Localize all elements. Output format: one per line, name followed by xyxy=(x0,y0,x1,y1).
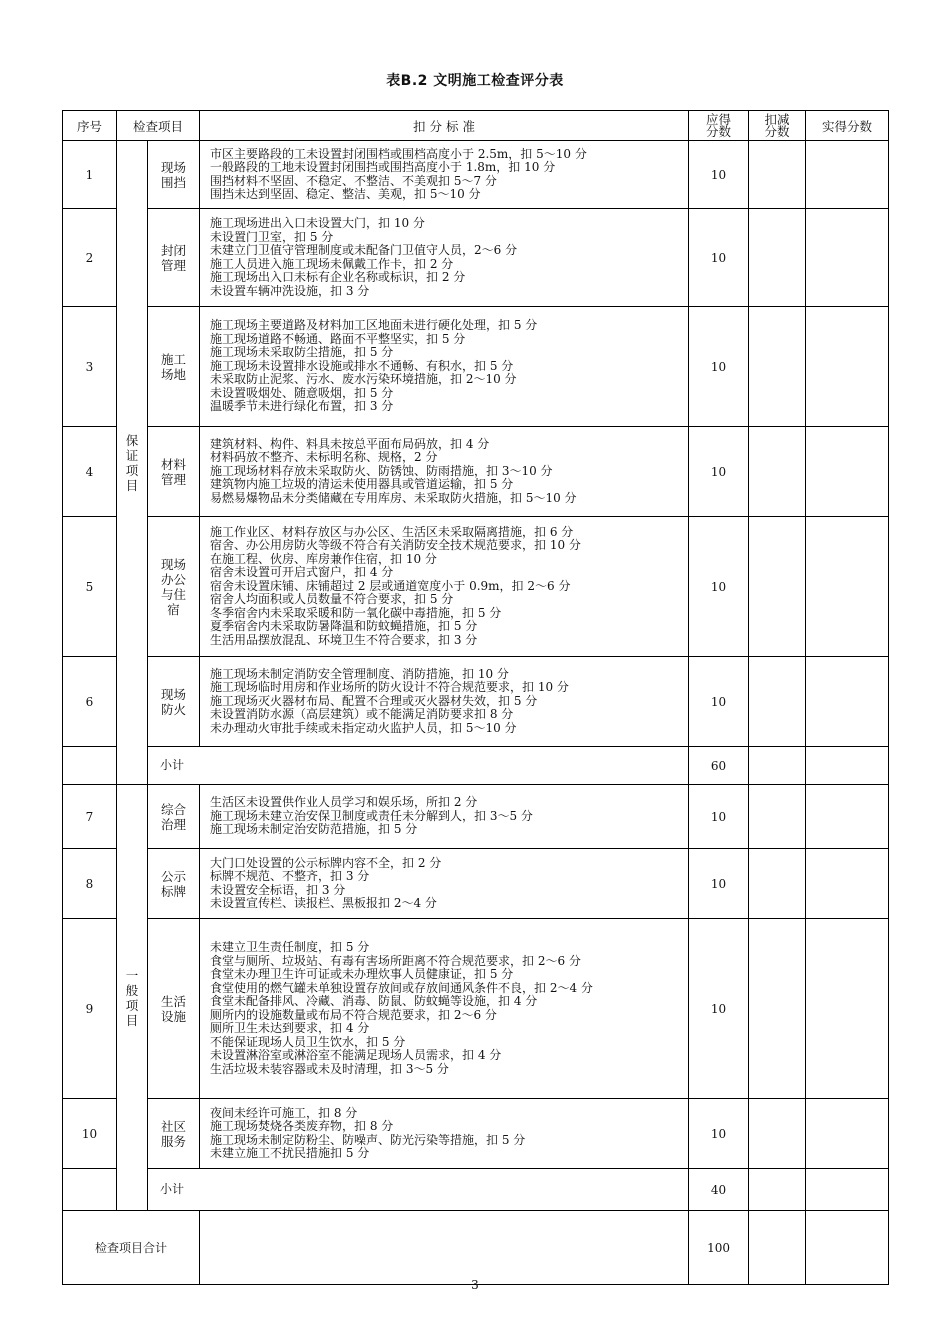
standard-line: 厕所内的设施数量或布局不符合规范要求，扣 2～6 分 xyxy=(210,1007,497,1022)
standard-line: 未设置门卫室，扣 5 分 xyxy=(210,229,334,244)
total-standard-cell xyxy=(200,1211,689,1285)
table-row xyxy=(63,657,889,747)
standard-line: 未设置吸烟处、随意吸烟，扣 5 分 xyxy=(210,385,394,400)
score-table xyxy=(62,110,889,1285)
group-general-char: 一 xyxy=(125,967,139,983)
row-item xyxy=(148,209,200,307)
standard-line: 材料码放不整齐、未标明名称、规格，2 分 xyxy=(210,450,438,465)
row-seq: 2 xyxy=(63,209,117,307)
row-item-line: 治理 xyxy=(161,816,187,832)
row-deduct-cell[interactable] xyxy=(749,141,806,209)
row-item-line: 施工 xyxy=(161,351,187,367)
row-standard xyxy=(200,517,689,657)
row-deduct-cell[interactable] xyxy=(749,209,806,307)
standard-line: 未设置消防水源（高层建筑）或不能满足消防要求扣 8 分 xyxy=(210,707,514,722)
row-should-score: 10 xyxy=(689,919,749,1099)
table-row xyxy=(63,307,889,427)
row-deduct-cell[interactable] xyxy=(749,849,806,919)
row-should-score: 10 xyxy=(689,517,749,657)
standard-line: 未采取防止泥浆、污水、废水污染环境措施，扣 2～10 分 xyxy=(210,372,517,387)
row-item-line: 服务 xyxy=(161,1133,187,1149)
page-title: 表B.2 文明施工检查评分表 xyxy=(386,73,564,89)
standard-line: 未建立卫生责任制度，扣 5 分 xyxy=(210,940,370,954)
subtotal-should-score: 60 xyxy=(689,747,749,785)
standard-line: 施工人员进入施工现场未佩戴工作卡，扣 2 分 xyxy=(210,256,454,271)
group-general-char: 般 xyxy=(125,982,139,998)
row-actual-cell[interactable] xyxy=(806,307,889,427)
standard-line: 未设置宣传栏、读报栏、黑板报扣 2～4 分 xyxy=(210,896,437,910)
subtotal-row-guarantee xyxy=(63,747,889,785)
total-should-score: 100 xyxy=(689,1211,749,1285)
subtotal-should-score: 40 xyxy=(689,1169,749,1211)
standard-line: 生活垃圾未装容器或未及时清理，扣 3～5 分 xyxy=(210,1061,449,1076)
row-should-score: 10 xyxy=(689,849,749,919)
subtotal-row-general xyxy=(63,1169,889,1211)
table-row xyxy=(63,517,889,657)
standard-line: 生活区未设置供作业人员学习和娱乐场，所扣 2 分 xyxy=(210,795,478,810)
row-item-line: 管理 xyxy=(161,257,187,273)
standard-line: 施工现场进出入口未设置大门，扣 10 分 xyxy=(210,216,425,230)
header-deduct-score-line1: 扣减 xyxy=(764,111,790,127)
total-row xyxy=(63,1211,889,1285)
header-deduct-score-line2: 分数 xyxy=(764,123,790,139)
row-item-line: 社区 xyxy=(161,1118,187,1134)
group-guarantee-char: 目 xyxy=(125,477,139,493)
standard-line: 施工现场道路不畅通、路面不平整坚实，扣 5 分 xyxy=(210,331,466,346)
standard-line: 未设置安全标语，扣 3 分 xyxy=(210,882,346,897)
row-should-score: 10 xyxy=(689,657,749,747)
row-item xyxy=(148,1099,200,1169)
header-standard: 扣 分 标 准 xyxy=(200,111,689,141)
standard-line: 食堂与厕所、垃圾站、有毒有害场所距离不符合规范要求，扣 2～6 分 xyxy=(210,953,581,968)
row-item xyxy=(148,657,200,747)
standard-line: 食堂使用的燃气罐未单独设置存放间或存放间通风条件不良，扣 2～4 分 xyxy=(210,980,593,995)
standard-line: 厕所卫生未达到要求，扣 4 分 xyxy=(210,1021,370,1035)
row-actual-cell[interactable] xyxy=(806,141,889,209)
row-item-line: 生活 xyxy=(161,993,187,1009)
group-general xyxy=(117,785,148,1211)
row-item xyxy=(148,785,200,849)
row-seq: 8 xyxy=(63,849,117,919)
standard-line: 围挡未达到坚固、稳定、整洁、美观，扣 5～10 分 xyxy=(210,187,481,201)
subtotal-label: 小计 xyxy=(148,747,689,785)
row-item xyxy=(148,849,200,919)
group-general-char: 目 xyxy=(125,1012,139,1028)
standard-line: 施工现场临时用房和作业场所的防火设计不符合规范要求，扣 10 分 xyxy=(210,680,569,695)
row-deduct-cell[interactable] xyxy=(749,517,806,657)
row-deduct-cell[interactable] xyxy=(749,307,806,427)
row-actual-cell[interactable] xyxy=(806,209,889,307)
standard-line: 施工现场灭火器材布局、配置不合理或灭火器材失效，扣 5 分 xyxy=(210,693,538,708)
row-standard xyxy=(200,657,689,747)
row-standard xyxy=(200,785,689,849)
header-should-score xyxy=(689,111,749,141)
row-standard xyxy=(200,919,689,1099)
row-actual-cell[interactable] xyxy=(806,785,889,849)
row-seq: 3 xyxy=(63,307,117,427)
page-number: 3 xyxy=(471,1278,479,1292)
row-seq: 6 xyxy=(63,657,117,747)
standard-line: 食堂未配备排风、冷藏、消毒、防鼠、防蚊蝇等设施，扣 4 分 xyxy=(210,994,538,1008)
standard-line: 夏季宿舍内未采取防暑降温和防蚊蝇措施，扣 5 分 xyxy=(210,619,478,634)
row-deduct-cell[interactable] xyxy=(749,657,806,747)
row-item-line: 设施 xyxy=(161,1008,187,1024)
group-guarantee-char: 项 xyxy=(125,462,139,478)
row-standard xyxy=(200,307,689,427)
row-should-score: 10 xyxy=(689,307,749,427)
header-should-score-line1: 应得 xyxy=(706,111,732,127)
standard-line: 宿舍、办公用房防火等级不符合有关消防安全技术规范要求，扣 10 分 xyxy=(210,538,581,553)
standard-line: 施工现场未制定防粉尘、防噪声、防光污染等措施，扣 5 分 xyxy=(210,1132,526,1147)
row-item-line: 办公 xyxy=(161,571,187,587)
standard-line: 在施工程、伙房、库房兼作住宿，扣 10 分 xyxy=(210,551,437,566)
standard-line: 未建立施工不扰民措施扣 5 分 xyxy=(210,1146,370,1160)
row-item xyxy=(148,141,200,209)
standard-line: 未设置淋浴室或淋浴室不能满足现场人员需求，扣 4 分 xyxy=(210,1048,502,1062)
group-guarantee-char: 证 xyxy=(125,447,139,463)
row-seq: 7 xyxy=(63,785,117,849)
row-should-score: 10 xyxy=(689,141,749,209)
header-should-score-line2: 分数 xyxy=(706,123,732,139)
row-should-score: 10 xyxy=(689,427,749,517)
row-should-score: 10 xyxy=(689,209,749,307)
table-row xyxy=(63,209,889,307)
subtotal-seq-cell xyxy=(63,1169,117,1211)
row-item xyxy=(148,919,200,1099)
subtotal-seq-cell xyxy=(63,747,117,785)
row-item-line: 综合 xyxy=(161,801,187,817)
standard-line: 未设置车辆冲洗设施，扣 3 分 xyxy=(210,283,370,298)
row-item-line: 标牌 xyxy=(161,883,187,899)
standard-line: 施工现场材料存放未采取防火、防锈蚀、防雨措施，扣 3～10 分 xyxy=(210,463,553,478)
standard-line: 宿舍未设置床铺、床铺超过 2 层或通道宽度小于 0.9m，扣 2～6 分 xyxy=(210,578,571,593)
row-item-line: 封闭 xyxy=(161,242,187,258)
group-general-char: 项 xyxy=(125,997,139,1013)
group-guarantee-char: 保 xyxy=(125,432,139,448)
row-item-line: 与住 xyxy=(161,586,187,602)
row-seq: 9 xyxy=(63,919,117,1099)
subtotal-deduct-cell[interactable] xyxy=(749,747,806,785)
standard-line: 未办理动火审批手续或未指定动火监护人员，扣 5～10 分 xyxy=(210,720,517,735)
row-item-line: 管理 xyxy=(161,471,187,487)
header-actual-score: 实得分数 xyxy=(806,111,889,141)
standard-line: 生活用品摆放混乱、环境卫生不符合要求，扣 3 分 xyxy=(210,632,478,647)
standard-line: 施工现场未制定治安防范措施，扣 5 分 xyxy=(210,822,418,837)
row-item-line: 现场 xyxy=(161,159,187,175)
row-standard xyxy=(200,141,689,209)
row-actual-cell[interactable] xyxy=(806,919,889,1099)
group-guarantee xyxy=(117,141,148,785)
standard-line: 宿舍人均面积或人员数量不符合要求，扣 5 分 xyxy=(210,592,454,607)
total-actual-cell[interactable] xyxy=(806,1211,889,1285)
standard-line: 围挡材料不坚固、不稳定、不整洁、不美观扣 5～7 分 xyxy=(210,173,497,188)
standard-line: 施工现场主要道路及材料加工区地面未进行硬化处理，扣 5 分 xyxy=(210,318,538,333)
standard-line: 大门口处设置的公示标牌内容不全，扣 2 分 xyxy=(210,855,442,870)
row-actual-cell[interactable] xyxy=(806,517,889,657)
row-seq: 10 xyxy=(63,1099,117,1169)
header-item: 检查项目 xyxy=(117,111,200,141)
header-seq: 序号 xyxy=(63,111,117,141)
row-standard xyxy=(200,209,689,307)
standard-line: 标牌不规范、不整齐，扣 3 分 xyxy=(210,869,370,883)
subtotal-deduct-cell[interactable] xyxy=(749,1169,806,1211)
row-standard xyxy=(200,849,689,919)
table-row xyxy=(63,919,889,1099)
standard-line: 夜间未经许可施工，扣 8 分 xyxy=(210,1105,358,1120)
standard-line: 施工现场未制定消防安全管理制度、消防措施，扣 10 分 xyxy=(210,666,509,681)
row-item-line: 宿 xyxy=(167,601,180,617)
table-row xyxy=(63,427,889,517)
row-item-line: 场地 xyxy=(161,366,187,382)
standard-line: 建筑材料、构件、料具未按总平面布局码放，扣 4 分 xyxy=(210,436,490,451)
row-item xyxy=(148,427,200,517)
row-deduct-cell[interactable] xyxy=(749,427,806,517)
row-deduct-cell[interactable] xyxy=(749,919,806,1099)
row-actual-cell[interactable] xyxy=(806,849,889,919)
table-row xyxy=(63,785,889,849)
row-item xyxy=(148,307,200,427)
row-actual-cell[interactable] xyxy=(806,1099,889,1169)
subtotal-actual-cell[interactable] xyxy=(806,1169,889,1211)
row-should-score: 10 xyxy=(689,1099,749,1169)
header-row xyxy=(63,111,889,141)
row-item-line: 现场 xyxy=(161,556,187,572)
header-deduct-score xyxy=(749,111,806,141)
standard-line: 施工现场焚烧各类废弃物，扣 8 分 xyxy=(210,1119,394,1133)
standard-line: 一般路段的工地未设置封闭围挡或围挡高度小于 1.8m，扣 10 分 xyxy=(210,160,556,174)
total-label: 检查项目合计 xyxy=(63,1211,200,1285)
row-item-line: 围挡 xyxy=(161,174,187,190)
standard-line: 建筑物内施工垃圾的清运未使用器具或管道运输，扣 5 分 xyxy=(210,477,514,492)
total-deduct-cell[interactable] xyxy=(749,1211,806,1285)
standard-line: 施工现场未建立治安保卫制度或责任未分解到人，扣 3～5 分 xyxy=(210,808,533,823)
standard-line: 施工作业区、材料存放区与办公区、生活区未采取隔离措施，扣 6 分 xyxy=(210,524,574,539)
row-item-line: 公示 xyxy=(161,868,187,884)
row-item xyxy=(148,517,200,657)
subtotal-actual-cell[interactable] xyxy=(806,747,889,785)
row-actual-cell[interactable] xyxy=(806,427,889,517)
row-seq: 1 xyxy=(63,141,117,209)
row-should-score: 10 xyxy=(689,785,749,849)
row-standard xyxy=(200,1099,689,1169)
standard-line: 施工现场未设置排水设施或排水不通畅、有积水，扣 5 分 xyxy=(210,358,514,373)
standard-line: 易燃易爆物品未分类储藏在专用库房、未采取防火措施，扣 5～10 分 xyxy=(210,490,577,505)
standard-line: 宿舍未设置可开启式窗户，扣 4 分 xyxy=(210,565,394,580)
subtotal-label: 小计 xyxy=(148,1169,689,1211)
row-seq: 5 xyxy=(63,517,117,657)
row-item-line: 现场 xyxy=(161,686,187,702)
standard-line: 不能保证现场人员卫生饮水，扣 5 分 xyxy=(210,1034,406,1049)
row-standard xyxy=(200,427,689,517)
row-item-line: 材料 xyxy=(161,456,187,472)
row-deduct-cell[interactable] xyxy=(749,1099,806,1169)
row-item-line: 防火 xyxy=(161,701,187,717)
standard-line: 温暖季节未进行绿化布置，扣 3 分 xyxy=(210,399,394,414)
row-seq: 4 xyxy=(63,427,117,517)
row-deduct-cell[interactable] xyxy=(749,785,806,849)
table-row xyxy=(63,849,889,919)
standard-line: 施工现场未采取防尘措施，扣 5 分 xyxy=(210,345,394,360)
standard-line: 施工现场出入口未标有企业名称或标识，扣 2 分 xyxy=(210,270,466,284)
row-actual-cell[interactable] xyxy=(806,657,889,747)
standard-line: 冬季宿舍内未采取采暖和防一氧化碳中毒措施，扣 5 分 xyxy=(210,605,502,620)
table-row xyxy=(63,1099,889,1169)
table-row xyxy=(63,141,889,209)
standard-line: 食堂未办理卫生许可证或未办理炊事人员健康证，扣 5 分 xyxy=(210,967,514,981)
standard-line: 未建立门卫值守管理制度或未配备门卫值守人员，2～6 分 xyxy=(210,243,518,257)
standard-line: 市区主要路段的工未设置封闭围档或围档高度小于 2.5m，扣 5～10 分 xyxy=(210,146,587,161)
